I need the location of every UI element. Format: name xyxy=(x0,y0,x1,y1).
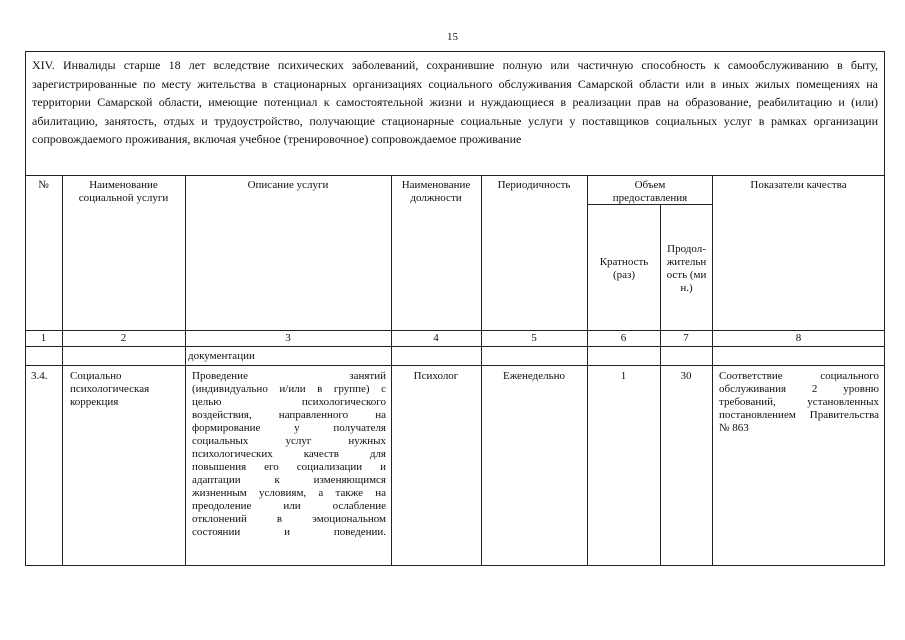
column-divider-7 xyxy=(712,175,713,566)
row-periodicity: Еженедельно xyxy=(502,370,566,382)
header-bottom-line xyxy=(25,175,885,176)
page-number: 15 xyxy=(447,31,458,43)
continuation-text: документации xyxy=(188,350,255,362)
column-number-5: 5 xyxy=(531,332,537,344)
description-line: (индивидуально и/или в группе) с xyxy=(192,383,386,395)
description-line: социальных услуг нужных xyxy=(192,435,386,447)
section-header: XIV. Инвалиды старше 18 лет вследствие психических заболеваний, сохранившие полную или частичную способность к самообслуживанию в быту, зарегистрированные по месту жительства в стационарных организациях социального обслуживания Самарской области или в иных жилых помещениях на территории Самарской области, имеющие потенциал к самостоятельной жизни и нуждающиеся в реализации прав на образование, реабилитацию и (или) абилитацию, занятость, отдых и трудоустройство, получающие стационарные социальные услуги у поставщиков социальных услуг в рамках организации сопровождаемого проживания, включая учебное (тренировочное) сопровождаемое проживание xyxy=(32,58,878,146)
column-number-4: 4 xyxy=(433,332,439,344)
description-line: состоянии и поведении. xyxy=(192,526,386,538)
row-description xyxy=(192,370,386,539)
description-line: целью психологического xyxy=(192,396,386,408)
column-number-2: 2 xyxy=(120,332,127,344)
row-number: 3.4. xyxy=(31,370,48,382)
column-divider-2 xyxy=(185,175,186,566)
header-num: № xyxy=(38,179,49,191)
row-duration: 30 xyxy=(680,370,692,382)
row-multiplicity: 1 xyxy=(620,370,627,382)
description-line: отклонений в эмоциональном xyxy=(192,513,386,525)
column-number-6: 6 xyxy=(620,332,627,344)
row-position: Психолог xyxy=(413,370,459,382)
row-service-name: Социально психологическая коррекция xyxy=(70,370,150,408)
header-service-name: Наименование социальной услуги xyxy=(78,179,169,204)
header-duration: Продол-жительность (мин.) xyxy=(666,243,707,294)
row-quality: Соответствие социального обслуживания 2 уровню требований, установленных постановлением Правительства № 863 xyxy=(719,370,879,434)
description-line: жизненным условиям, а также на xyxy=(192,487,386,499)
description-line: повышения его социализации и xyxy=(192,461,386,473)
description-line: формирование у получателя xyxy=(192,422,386,434)
column-number-7: 7 xyxy=(683,332,689,344)
document-table-frame xyxy=(25,51,885,566)
column-divider-1 xyxy=(62,175,63,566)
header-description: Описание услуги xyxy=(247,179,329,191)
column-number-1: 1 xyxy=(40,332,47,344)
description-line: адаптации к изменяющимся xyxy=(192,474,386,486)
description-line: психологических качеств для xyxy=(192,448,386,460)
column-numbers-top-line xyxy=(25,330,885,331)
header-volume: Объем предоставления xyxy=(612,179,688,204)
column-divider-6 xyxy=(660,204,661,566)
description-line: воздействия, направленного на xyxy=(192,409,386,421)
description-line: преодоление или ослабление xyxy=(192,500,386,512)
description-line: Проведение занятий xyxy=(192,370,386,382)
header-periodicity: Периодичность xyxy=(497,179,571,191)
continuation-row-bottom-line xyxy=(25,365,885,366)
header-quality: Показатели качества xyxy=(750,179,847,191)
column-number-8: 8 xyxy=(795,332,802,344)
column-number-3: 3 xyxy=(285,332,291,344)
header-position: Наименование должности xyxy=(401,179,471,204)
column-numbers-bottom-line xyxy=(25,346,885,347)
header-multiplicity: Кратность (раз) xyxy=(599,256,649,281)
